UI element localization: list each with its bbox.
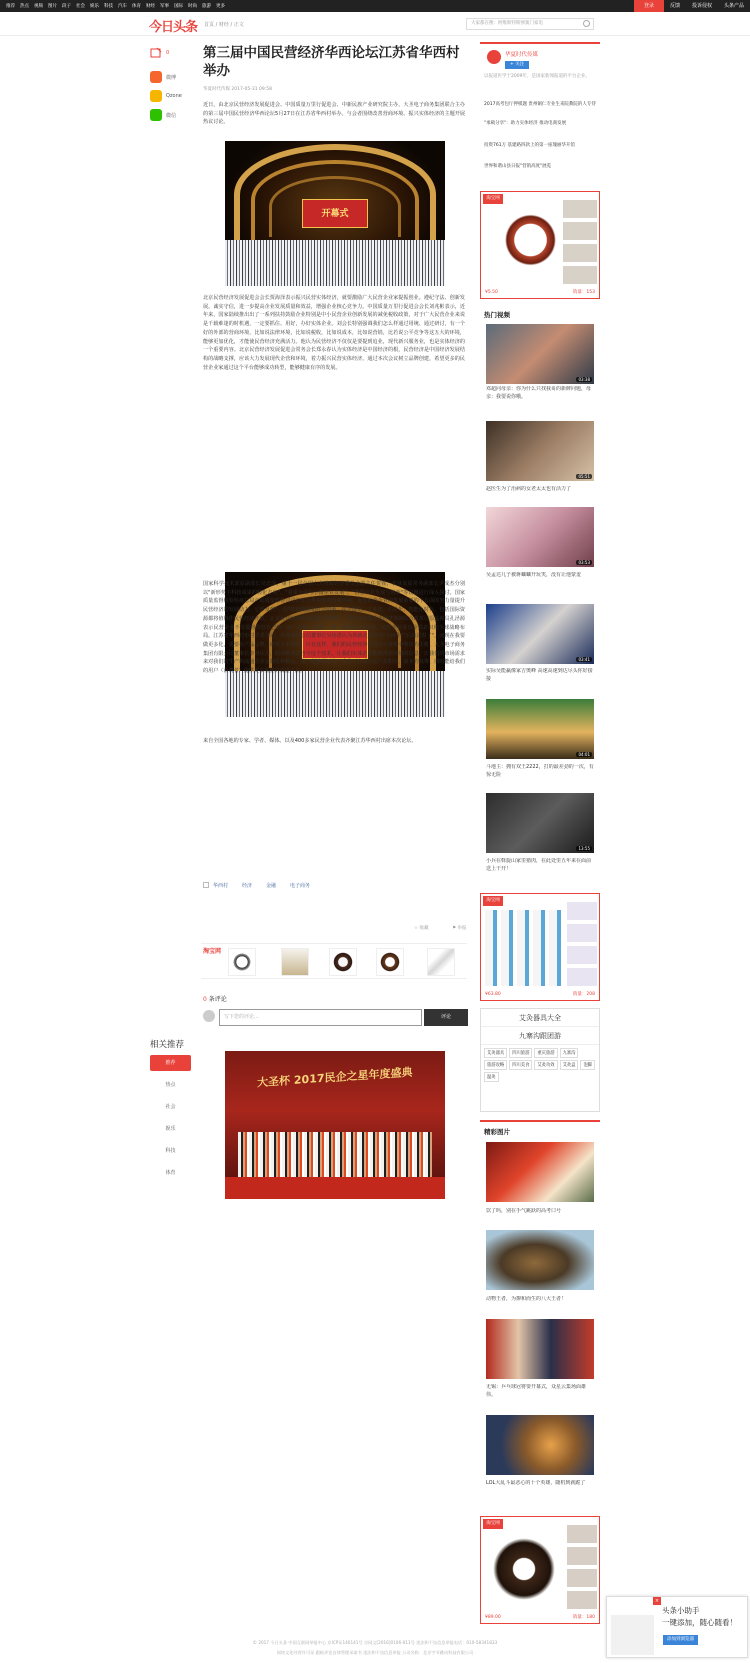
tag-link[interactable]: 华西村 (213, 883, 229, 889)
ad-sales: 销量：180 (572, 1615, 595, 1620)
ad-price: ¥63.80 (485, 992, 501, 997)
ad-product-thumb[interactable] (376, 948, 404, 976)
keyword-tag[interactable]: 艾灸功效 (534, 1060, 557, 1070)
comment-number: 0 (203, 996, 207, 1003)
breadcrumb[interactable]: 首页 / 财经 / 正文 (204, 22, 244, 28)
video-caption[interactable]: 吴孟达儿子被蒋蛐蛐开玩笑，没有让他蒙羞 (486, 572, 582, 578)
helper-subtitle: 一键添加，随心随看！ (662, 1618, 737, 1627)
author-article-link[interactable]: 2017高考包厅押模题 贵州铜仁专业生来院教院的人专待 (484, 102, 596, 107)
nav-item[interactable]: 时尚 (188, 4, 197, 9)
video-duration: 03:53 (578, 560, 590, 565)
ad-product-thumb[interactable] (329, 948, 357, 976)
login-button[interactable]: 登录 (634, 0, 664, 12)
video-caption[interactable]: 邓超问母亲：你为什么只找我哥的新鲜问题，母亲：我要说你哦。 (486, 386, 592, 400)
video-thumb[interactable] (486, 699, 594, 759)
ad-thumb-strip (567, 1525, 597, 1609)
bracelet-image (503, 204, 558, 276)
author-avatar[interactable] (487, 50, 501, 64)
ad-product-thumb[interactable] (427, 948, 455, 976)
keyword-grid (481, 1045, 599, 1085)
footer-line: © 2017 今日头条 中国互联网举报中心 京ICP证140141号 京网文[2016]0106-011号 违法和不良信息举报电话：010-58341833 (252, 1640, 498, 1645)
ad-sales: 销量：208 (572, 992, 595, 997)
gallery-divider (480, 1120, 600, 1124)
video-duration: 13:55 (578, 846, 590, 851)
footer-line: 网络文化经营许可证 跟帖评论自律管理承诺书 违法和不良信息举报 公司名称：北京字节跳动科技有限公司 (276, 1650, 474, 1655)
article-paragraph: 国家科学技术部原副部长吴忠泽、第十一届全国人大财政经济委员会副主任贺铿、农业部原常务副部长尹成杰分别以"新形势下科技成果的转化方向"、"着重全面与小微企业发展"、"智慧农业发展与创新"等议题进行深入探讨。国家质量监督检验检疫总局产品质量监督司司长郑卫华说改善营商环境，促进民营企业的发展重要的个方面的努力量提升民营经济的发展动力，它涉及到"三创"政府资源和社会资源。在全球化、工业化、信息化、智能化时代，包括国际资源都将值得作民营经济开放。北京民营经济发展促进会理事长、国家发展改革委经济体制综合改革司原巡视员孔泾源表示民营企业不仅要将营好自己的一亩三分地，抓着"一带一路"倡议的实施，民营企业要有全局意识和全球战略布局。江苏省华西村市村党委书记、华西集团公司董事长吴协恩认为着就走对的"扩大再生产后的过时了"，而现在我要做更多化，更要在产品品牌、研发上去创新，只有这样，我们的民营经济在这次大变革中突出的主机。大圣电子商务集团有限公司董事长李涛认为，如何解决好当今这个技术，让我们实体企业能够得到有效的信息，让我们的市场需求来对我们的生产和流通企业定制化和精品。第一能够保证生产企业不盲成大量产品积压，成本的浪费，同时能给我们的用户（消费者）提供更多需要的质量产品。 (203, 581, 465, 675)
collect-label: 收藏 (419, 926, 429, 931)
comment-placeholder: 写下您的评论... (224, 1014, 259, 1020)
related-tab-recommend[interactable]: 推荐 (150, 1055, 191, 1071)
top-right-links (634, 0, 750, 12)
gallery-title: 精彩图片 (484, 1128, 510, 1136)
gallery-caption[interactable]: LOL大乱斗最恶心的十个英雄，随机到就跪了 (486, 1480, 586, 1486)
video-duration: 03:38 (578, 377, 590, 382)
nav-item[interactable]: 热点 (20, 4, 29, 9)
related-tab-tech[interactable]: 科技 (165, 1148, 176, 1154)
author-article-link[interactable]: "承载分享"：助力实体经济 推动电商发展 (484, 121, 567, 126)
comment-submit-button[interactable]: 评论 (424, 1009, 468, 1026)
wechat-icon (150, 109, 162, 121)
report-button[interactable] (452, 925, 466, 931)
toutiao-helper-popup (606, 1596, 748, 1658)
add-to-browser-button[interactable]: 添加到浏览器 (663, 1635, 698, 1645)
share-wechat-button[interactable] (150, 109, 176, 121)
report-infringement-link[interactable]: 投诉侵权 (691, 3, 712, 9)
ad-product-thumb[interactable] (281, 948, 309, 976)
keyword-heading-1[interactable]: 艾灸器具大全 (481, 1009, 599, 1027)
keyword-tag[interactable]: 四川美食 (509, 1060, 532, 1070)
comment-icon (150, 47, 162, 59)
share-weibo-label: 微博 (166, 74, 177, 81)
related-tab-hot[interactable]: 热点 (165, 1082, 176, 1088)
helper-thumbnail (611, 1615, 654, 1655)
taobao-badge: 淘宝网 (483, 194, 503, 204)
tag-link[interactable]: 金融 (266, 883, 277, 889)
search-input[interactable] (466, 18, 594, 30)
site-header (0, 12, 750, 36)
ad-product-thumb[interactable] (228, 948, 256, 976)
taobao-badge: 淘宝网 (483, 896, 503, 906)
hot-video-title: 热门视频 (484, 311, 510, 319)
nav-item[interactable]: 图片 (48, 4, 57, 9)
author-article-link[interactable]: 世界和谐山县日报"营销高度"展览 (484, 164, 552, 169)
taobao-badge: 淘宝网 (483, 1519, 503, 1529)
article-image-award-gala (225, 1051, 445, 1199)
tag-icon (203, 882, 209, 888)
video-caption[interactable]: 斗地主：拥有双王2222，打的最差劲的一次，有惊无险 (486, 764, 594, 778)
comment-count: 0 (166, 50, 170, 56)
nav-item[interactable]: 军事 (160, 4, 169, 9)
taobao-ad-cosmetics[interactable] (480, 893, 600, 1001)
collect-button[interactable] (414, 925, 428, 931)
related-tabs (150, 1055, 191, 1187)
flag-icon: ⚑ (452, 926, 457, 931)
article-paragraph: 近日，由北京民营经济发展促进会、中国质量万里行促进会、中新民族产业研究院主办，大圣电子商务集团联合主办的第三届中国民营经济华西论坛5月27日在江苏省华西村举办。与会者围绕改善营商环境、振兴实体经济的主题开展热议讨论。 (203, 102, 465, 126)
qzone-icon (150, 90, 162, 102)
nav-item[interactable]: 科技 (104, 4, 113, 9)
nav-item[interactable]: 汽车 (118, 4, 127, 9)
feedback-link[interactable]: 反馈 (669, 3, 680, 9)
keyword-tag[interactable]: 泡脚 (580, 1060, 595, 1070)
stage-banner-text: 开幕式 (321, 209, 349, 219)
audience (225, 240, 445, 286)
share-wechat-label: 微信 (166, 112, 177, 119)
video-caption[interactable]: 小兵在斡旋山家里猪肉，在此处里五年来在面前送上干开！ (486, 858, 592, 872)
ad-sales: 销量：153 (572, 290, 595, 295)
author-article-link[interactable]: 投资761万 基建路四款上的第一座瑰丽华开馆 (484, 143, 576, 148)
nav-item[interactable]: 视频 (34, 4, 43, 9)
gallery-thumb[interactable] (486, 1415, 594, 1475)
search-icon[interactable] (583, 20, 590, 27)
award-winners (238, 1132, 432, 1176)
gala-banner: 大圣杯 2017民企之星年度盛典 (257, 1065, 413, 1090)
keyword-tag[interactable]: 艾灸器具 (484, 1048, 507, 1058)
weibo-icon (150, 71, 162, 83)
stage-screen (302, 199, 368, 228)
gallery-thumb[interactable] (486, 1142, 594, 1202)
article-paragraph: 北京民营经济发展促进会会长贾海泽表示振兴民营实体经济，就要激励广大民营企业家提振创业。遵纪守法、创新发展。诚实守信，进一步提高企业发展质量和效益，增强企业核心竞争力。中国质量万里行促进会会长刘兆彬表示，近年来，国家陆续推出出了一系列扶持鼓励企业特别是中小民营企业创新发展的减免税收政策，对于广大民营企业来说是千载难逢的时机遇，一定要抓住、用好，办好实体企业。刘会长特别强调我们怎么样通过用统、通过研讨，有一个好的外部的营商环境，比如说法律环境，比如说税收，比如说成本，比如说营销，比若说公平竞争等这五大的环境，能够更加优化，才能使民营经济充满活力。他认为民营经济不仅仅是要提到追业，现代新兴服务业，也是实体经济的一个重要内容。北京民营经济发展促进会常务会长郑永春认为实体经济是中国经济的根，民营经济是中国经济发展结构的战略支撑，应该大力发展现代企营和环境，着力振兴民营实体经济。通过本次会议树立品牌创建，希望更多的民营企业家通过这个平台能够成功转型，能够健康有序的发展。 (203, 295, 465, 371)
nav-item[interactable]: 财经 (146, 4, 155, 9)
nav-item[interactable]: 国际 (174, 4, 183, 9)
beads-image (487, 1531, 561, 1607)
share-qzone-button[interactable] (150, 90, 182, 102)
comment-label: 条评论 (208, 996, 227, 1003)
article-tags (203, 882, 310, 889)
nav-item[interactable]: 推荐 (6, 4, 15, 9)
keyword-tag[interactable]: 四川旅游 (509, 1048, 532, 1058)
keyword-box (480, 1008, 600, 1112)
author-name[interactable]: 华夏时代传媒 (505, 52, 539, 58)
close-icon[interactable]: × (654, 1598, 660, 1604)
video-thumb[interactable] (486, 324, 594, 384)
comment-input[interactable] (219, 1009, 422, 1026)
ad-thumb-strip (567, 902, 597, 986)
gallery-thumb[interactable] (486, 1230, 594, 1290)
video-thumb[interactable] (486, 604, 594, 664)
video-duration: 03:41 (578, 657, 590, 662)
related-tab-sports[interactable]: 体育 (165, 1170, 176, 1176)
site-logo[interactable]: 今日头条 (149, 20, 198, 35)
top-nav-bar (0, 0, 750, 12)
search-placeholder: 大家都在搜：阿维斯特斯弹簧门家电 (471, 21, 543, 26)
video-thumb[interactable] (486, 793, 594, 853)
nav-item[interactable]: 段子 (62, 4, 71, 9)
taobao-ad-bracelet[interactable] (480, 191, 600, 299)
ad-price: ¥5.50 (485, 290, 498, 295)
related-tab-entertainment[interactable]: 娱乐 (165, 1126, 176, 1132)
taobao-ad-row[interactable] (201, 943, 467, 979)
keyword-tag[interactable]: 重庆旅游 (534, 1048, 557, 1058)
article-title: 第三届中国民营经济华西论坛江苏省华西村举办 (203, 45, 460, 79)
keyword-tag[interactable]: 旅游攻略 (484, 1060, 507, 1070)
video-duration: 05:51 (578, 474, 590, 479)
star-icon: ☆ (414, 926, 419, 931)
comment-header (203, 994, 227, 1003)
gallery-caption[interactable]: 饮了吗，别在手气跳跃的高考口号 (486, 1208, 562, 1214)
nav-item[interactable]: 旅游 (202, 4, 211, 9)
gallery-caption[interactable]: 无锡：乒乓球冠将要开幕式，众星云集场面雄伟。 (486, 1384, 587, 1398)
follow-button[interactable]: + 关注 (505, 61, 529, 69)
cosmetics-image (485, 910, 563, 986)
helper-title: 头条小助手 (662, 1606, 700, 1615)
nav-item-more[interactable]: 更多 (216, 4, 225, 9)
channel-nav (0, 3, 225, 9)
article-image-forum-hall (225, 141, 445, 286)
related-title: 相关推荐 (150, 1040, 185, 1050)
gallery-caption[interactable]: 动物王者，为撩和而生的八大王者！ (486, 1296, 567, 1302)
tag-link[interactable]: 电子商务 (290, 883, 311, 889)
gallery-thumb[interactable] (486, 1319, 594, 1379)
ad-price: ¥89.00 (485, 1615, 501, 1620)
taobao-ad-beads[interactable] (480, 1516, 600, 1624)
article-paragraph: 来自全国各地的专家、学者、媒体、以及400多家民营企业代表齐聚江苏华西村出席本次论坛。 (203, 738, 417, 744)
tag-link[interactable]: 经济 (242, 883, 253, 889)
report-label: 举报 (457, 926, 467, 931)
comment-count-link[interactable] (150, 47, 169, 59)
video-caption[interactable]: 实际吴能赢像家吉奥峰 高速高速到达尽头你好接接 (486, 668, 593, 682)
keyword-heading-2[interactable]: 九寨沟跟团游 (481, 1027, 599, 1045)
share-weibo-button[interactable] (150, 71, 176, 83)
user-avatar (203, 1010, 215, 1022)
video-thumb[interactable] (486, 421, 594, 481)
video-caption[interactable]: 赵医生为了治病的女老太太也有活力了 (486, 486, 572, 492)
products-link[interactable]: 头条产品 (723, 3, 744, 9)
nav-item[interactable]: 娱乐 (90, 4, 99, 9)
stage-floor (225, 1177, 445, 1199)
nav-item[interactable]: 体育 (132, 4, 141, 9)
keyword-tag[interactable]: 艾灸盒 (560, 1060, 579, 1070)
ad-thumb-strip (563, 200, 597, 284)
video-duration: 04:01 (578, 752, 590, 757)
related-tab-society[interactable]: 社会 (165, 1104, 176, 1110)
author-description: 以报道医学于2009年，是国家新闻报道的平台企业。 (484, 74, 590, 79)
article-meta: 华夏时代传媒 2017-05-31 09:58 (203, 87, 272, 92)
keyword-tag[interactable]: 温灸 (484, 1072, 499, 1082)
nav-item[interactable]: 社会 (76, 4, 85, 9)
keyword-tag[interactable]: 九寨沟 (560, 1048, 579, 1058)
taobao-badge: 淘宝网 (203, 948, 222, 955)
share-qzone-label: Qzone (166, 93, 182, 99)
video-thumb[interactable] (486, 507, 594, 567)
